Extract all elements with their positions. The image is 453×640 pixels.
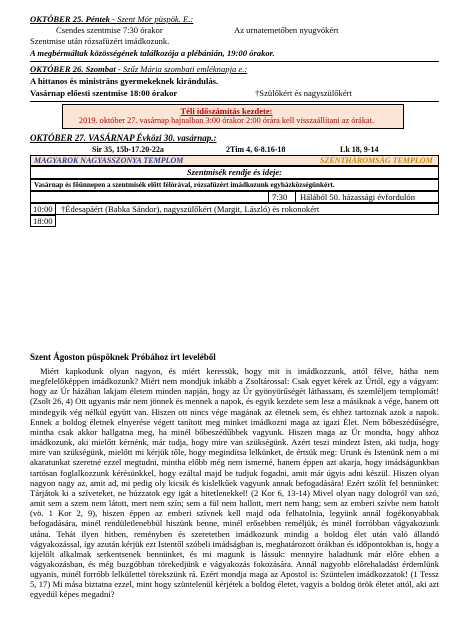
time-change-text: 2019. október 27. vasárnap hajnalban 3:00 órakor 2:00 órára kell visszaállítani az órákat. (78, 116, 375, 125)
oct27-heading (30, 133, 217, 143)
oct25-mass-time: Csendes szentmise 7:30 órakor (56, 25, 163, 35)
oct26-vigil-mass (30, 88, 177, 98)
oct26-date: OKTÓBER 26. Szombat (30, 64, 116, 74)
oct26-heading-rest: - Szűz Mária szombati emléknapja e.: (115, 64, 248, 74)
mass-row-3-time: 18:00 (33, 216, 53, 226)
oct25-mass-intention: Az urnatemetőben nyugvókért (234, 25, 339, 35)
reading-second: 2Tim 4, 6-8.16-18 (226, 145, 286, 154)
oct26-vigil-time: Vasárnap előesti szentmise 18:00 órakor (30, 88, 178, 98)
reading-gospel: Lk 18, 9-14 (340, 145, 379, 154)
oct26-heading (30, 64, 247, 74)
oct25-heading-rest: - Szent Mór püspök. E.: (109, 14, 194, 24)
order-note: Vasárnap és főünnepen a szentmisék előtt félórával, rózsafüzért imádkozunk egyházközségünkért. (34, 181, 335, 189)
letter-body (30, 366, 439, 600)
church-left: MAGYAROK NAGYASSZONYA TEMPLOM (34, 156, 184, 165)
church-right: SZENTHÁROMSÁG TEMPLOM (320, 156, 433, 165)
oct26-excursion-note: A hittanos és ministráns gyermekeknek kirándulás. (30, 76, 219, 86)
oct25-meeting-note: A megbérmáltak közösségének találkozója a plébánián, 19:00 órakor. (30, 48, 275, 58)
oct25-date: OKTÓBER 25. Péntek (30, 14, 110, 24)
oct27-heading-rest: Évközi 30. vasárnap.: (134, 133, 217, 143)
letter-paragraph: Miért kapkodunk olyan nagyon, és miért keressük, hogy mit is imádkozzunk, attól félve, hátha nem megfelelőképpen imádkozunk? Miért nem mondjuk inkább a Zsoltárossal: Csak egyet kérek az Úrtól, egy a vágyam: hogy az Úr házában lakjam életem minden napján, hogy az Úr gyönyörűségét láthassam, és szemléljem templomát! (Zsolt 26, 4) Ott ugyanis már nem jönnek és mennek a napok, és egyik kezdete sem lesz a másiknak a vége, hanem ott mindegyik vég nélkül együtt van. Hiszen ott nincs vége magának az életnek sem, és ehhez tartoznak azok a napok. Ennek a boldog életnek elnyerése végett tanított meg minket imádkozni maga az igazi Élet. Nem bőbeszédűségre, mintha csak akkor hallgatna meg, ha minél bőbeszédűbbek vagyunk. Hiszen maga az Úr mondta, hogy ahhoz imádkozunk, aki mielőtt kérnénk, már tudja, hogy mire van szükségünk. Azért teszi mindezt Isten, aki tudja, hogy mire van szükségünk, mielőtt mi kérjük tőle, hogy megindítsa lelkünket, de értsük meg: Urunk és Istenünk nem a mi akaratunkat szeretné ezzel megtudni, mintha előbb még nem ismerné, hanem éppen azt akarja, hogy imádságunkban tartósan foglalkozzunk kérésünkkel, hogy ezáltal majd be tudjuk fogadni, amit már úgyis adni készül. Hiszen olyan nagyon nagy az, amit ad, mi pedig oly kicsik és kislelkűek vagyunk annak befogadására! Ezért szólít fel bennünket: Tárjátok ki a szíveteket, ne húzzatok egy igát a hitetlenekkel! (2 Kor 6, 13-14) Mivel olyan nagy dologról van szó, amit sem a szem nem látott, mert nem szín; sem a fül nem hallott, mert nem hang; sem az emberi szívbe nem hatolt (vö. 1 Kor 2, 9), hiszen éppen az emberi szívnek kell majd oda felhatolnia, legyünk annál fogékonyabbak befogadására, minél rendületlenebbül hiszünk benne, minél erősebben reméljük, és minél forróbban vágyakozunk utána. Tehát ilyen hitben, reményben és szeretetben imádkozunk mindig a boldog élet után való állandó vágyakozással, így azután kérjük ezt Istentől szóbeli imádságban is, meghatározott órákban és időpontokban is, hogy a kijelölt alkalmak serkentsenek bennünket, és mi magunk is lássuk: mennyire haladtunk már előre ebben a vágyakozásban, és még buzgóbban törekedjünk e vágyakozás fokozására. Annál nagyobb előrehaladást érdemlünk ugyanis, minél forróbb lelkülettel törekszünk rá. Ezért mondja maga az Apostol is: Szüntelen imádkozzatok! (1 Tessz 5, 17) Mi mása biztatna ezzel, mint hogy szüntelenül kérjétek a boldog életet, vagyis a boldog örök életet attól, aki azt egyedül képes megadni? (30, 366, 439, 600)
order-title: Szentmisék rendje és ideje: (186, 167, 283, 177)
mass-row-2-time: 10:00 (33, 204, 53, 214)
letter-title: Szent Ágoston püspöknek Próbához írt leveléből (30, 352, 216, 362)
oct26-vigil-intention: †Szülőkért és nagyszülőkért (255, 88, 352, 98)
mass-row-1-intention: Hálából 50. házassági évfordulón (300, 192, 416, 202)
mass-row-2-intention: †Édesapáért (Babka Sándor), nagyszülőkért (Margit, László) és rokonokért (61, 204, 320, 214)
mass-row-1-time: 7:30 (272, 192, 288, 202)
oct27-date: OKTÓBER 27. VASÁRNAP (30, 133, 135, 143)
oct25-rosary-note: Szentmise után rózsafüzért imádkozunk. (30, 36, 170, 46)
oct25-heading (30, 14, 193, 24)
section-divider (30, 101, 439, 102)
time-change-title: Téli időszámítás kezdete: (180, 106, 273, 116)
section-divider (30, 61, 439, 62)
reading-first: Sir 35, 15b-17.20-22a (92, 145, 164, 154)
